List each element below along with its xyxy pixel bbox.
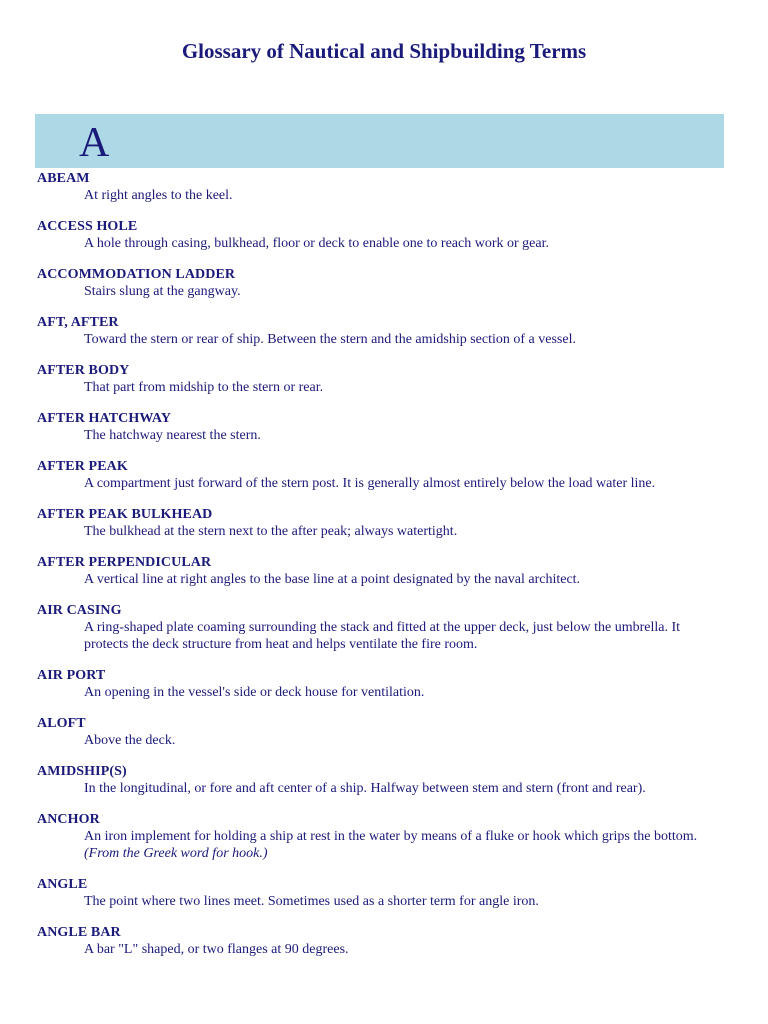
- entry-definition-text: A compartment just forward of the stern post. It is generally almost entirely below the load water line.: [84, 476, 656, 491]
- entry-definition-text: A bar "L" shaped, or two flanges at 90 degrees.: [84, 942, 349, 957]
- glossary-entry: [37, 506, 727, 540]
- entry-term: ACCOMMODATION LADDER: [37, 267, 236, 282]
- entry-definition: [84, 684, 727, 701]
- entry-definition-text: An opening in the vessel's side or deck house for ventilation.: [84, 685, 425, 700]
- entry-definition: [84, 187, 727, 204]
- entry-definition: [84, 379, 727, 396]
- glossary-entry: [37, 266, 727, 300]
- entry-term: ANGLE BAR: [37, 925, 121, 940]
- entry-definition-text: The bulkhead at the stern next to the after peak; always watertight.: [84, 524, 458, 539]
- section-letter-band: [35, 114, 724, 168]
- glossary-entry: [37, 410, 727, 444]
- glossary-entry: [37, 314, 727, 348]
- entry-definition-text: An iron implement for holding a ship at rest in the water by means of a fluke or hook which grips the bottom.: [84, 829, 698, 844]
- glossary-entry: [37, 924, 727, 958]
- entry-term: AFTER HATCHWAY: [37, 411, 172, 426]
- glossary-entry: [37, 715, 727, 749]
- entry-term: ACCESS HOLE: [37, 219, 138, 234]
- entry-term: ANCHOR: [37, 812, 100, 827]
- glossary-entry: [37, 667, 727, 701]
- entry-definition: [84, 283, 727, 300]
- entry-term: AFTER BODY: [37, 363, 130, 378]
- entry-definition: [84, 427, 727, 444]
- entry-definition-text: Toward the stern or rear of ship. Between the stern and the amidship section of a vessel.: [84, 332, 576, 347]
- glossary-entries: [37, 170, 727, 972]
- glossary-entry: [37, 362, 727, 396]
- entry-term: AMIDSHIP(S): [37, 764, 127, 779]
- entry-definition: [84, 235, 727, 252]
- entry-term: AIR CASING: [37, 603, 122, 618]
- entry-term: ALOFT: [37, 716, 86, 731]
- entry-definition: [84, 619, 727, 653]
- entry-definition: [84, 780, 727, 797]
- entry-term: AFTER PEAK: [37, 459, 128, 474]
- glossary-entry: [37, 170, 727, 204]
- glossary-entry: [37, 876, 727, 910]
- page-title: Glossary of Nautical and Shipbuilding Terms: [181, 39, 587, 63]
- entry-definition-text: The hatchway nearest the stern.: [84, 428, 261, 443]
- entry-definition: [84, 893, 727, 910]
- entry-definition-text: A ring-shaped plate coaming surrounding the stack and fitted at the upper deck, just below the umbrella. It protects the deck structure from heat and helps ventilate the fire room.: [84, 620, 680, 652]
- entry-term: AFTER PEAK BULKHEAD: [37, 507, 213, 522]
- glossary-entry: [37, 458, 727, 492]
- glossary-entry: [37, 811, 727, 862]
- entry-term: AIR PORT: [37, 668, 106, 683]
- entry-term: ABEAM: [37, 171, 90, 186]
- glossary-entry: [37, 763, 727, 797]
- entry-definition-text: That part from midship to the stern or rear.: [84, 380, 324, 395]
- entry-definition: [84, 523, 727, 540]
- glossary-entry: [37, 554, 727, 588]
- entry-term: AFT, AFTER: [37, 315, 119, 330]
- section-letter: A: [79, 120, 110, 166]
- entry-term: AFTER PERPENDICULAR: [37, 555, 212, 570]
- entry-definition: [84, 828, 727, 862]
- entry-definition-text: Stairs slung at the gangway.: [84, 284, 241, 299]
- entry-definition-text: The point where two lines meet. Sometimes used as a shorter term for angle iron.: [84, 894, 539, 909]
- entry-definition-text: At right angles to the keel.: [84, 188, 233, 203]
- entry-definition-text: Above the deck.: [84, 733, 176, 748]
- entry-note: (From the Greek word for hook.): [84, 846, 268, 861]
- entry-term: ANGLE: [37, 877, 88, 892]
- entry-definition-text: A hole through casing, bulkhead, floor or deck to enable one to reach work or gear.: [84, 236, 549, 251]
- glossary-entry: [37, 218, 727, 252]
- entry-definition: [84, 475, 727, 492]
- entry-definition-text: In the longitudinal, or fore and aft center of a ship. Halfway between stem and stern (front and rear).: [84, 781, 646, 796]
- entry-definition: [84, 732, 727, 749]
- entry-definition: [84, 331, 727, 348]
- entry-definition: [84, 941, 727, 958]
- entry-definition-text: A vertical line at right angles to the base line at a point designated by the naval architect.: [84, 572, 581, 587]
- entry-definition: [84, 571, 727, 588]
- glossary-entry: [37, 602, 727, 653]
